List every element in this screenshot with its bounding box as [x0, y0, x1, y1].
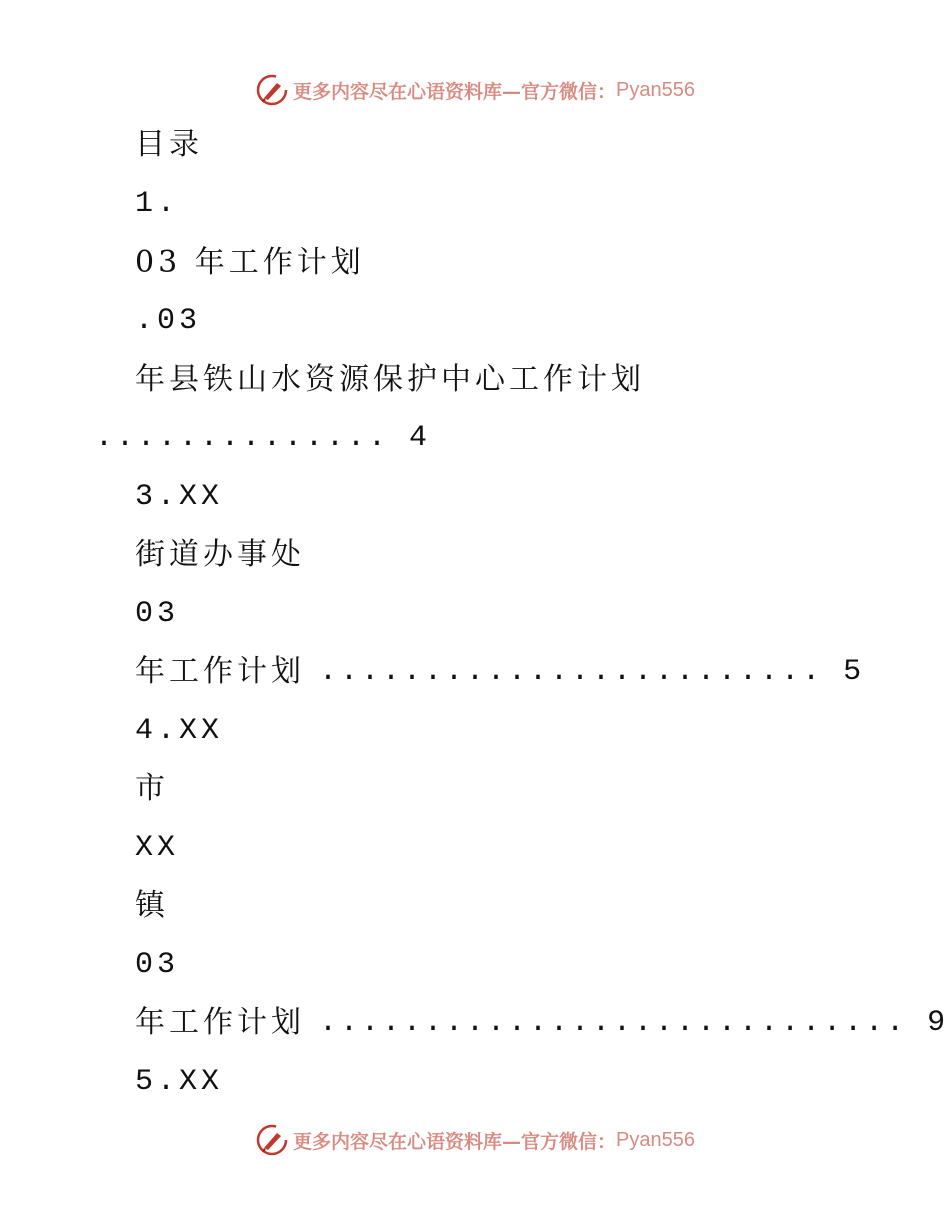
toc-page-number: 9	[927, 1006, 946, 1040]
toc-line: 镇	[135, 888, 169, 923]
toc-entry	[135, 652, 861, 692]
toc-entry-title: 年工作计划	[135, 654, 305, 689]
toc-leader-dots: ........................	[319, 655, 824, 689]
toc-line: 5.XX	[135, 1065, 224, 1099]
watermark-id: Pyan556	[616, 78, 695, 101]
toc-line: 街道办事处	[135, 537, 305, 572]
pen-logo-icon	[255, 1123, 289, 1157]
watermark-text: 更多内容尽在心语资料库—官方微信：	[293, 80, 617, 103]
toc-leader-dots: ..............	[95, 421, 390, 455]
toc-line: 市	[135, 771, 169, 806]
toc-entry	[135, 1003, 945, 1043]
toc-line: 年县铁山水资源保护中心工作计划	[135, 362, 645, 397]
toc-line: 03	[135, 597, 180, 631]
watermark-text: 更多内容尽在心语资料库—官方微信：	[293, 1130, 617, 1153]
toc-line: 3.XX	[135, 480, 224, 514]
toc-heading: 目录	[135, 127, 203, 162]
toc-line: 1.	[135, 187, 180, 221]
watermark-banner-bottom	[0, 1120, 950, 1160]
toc-line: 4.XX	[135, 714, 224, 748]
toc-leader-row	[95, 418, 427, 458]
toc-line: .03	[135, 304, 202, 338]
toc-leader-dots: ............................	[319, 1006, 908, 1040]
toc-line: XX	[135, 831, 180, 865]
toc-entry-title: 年工作计划	[135, 1005, 305, 1040]
toc-line: 03	[135, 948, 180, 982]
toc-page-number: 4	[409, 421, 428, 455]
watermark-id: Pyan556	[616, 1128, 695, 1151]
toc-page-number: 5	[843, 655, 862, 689]
toc-line: 03 年工作计划	[135, 245, 365, 280]
